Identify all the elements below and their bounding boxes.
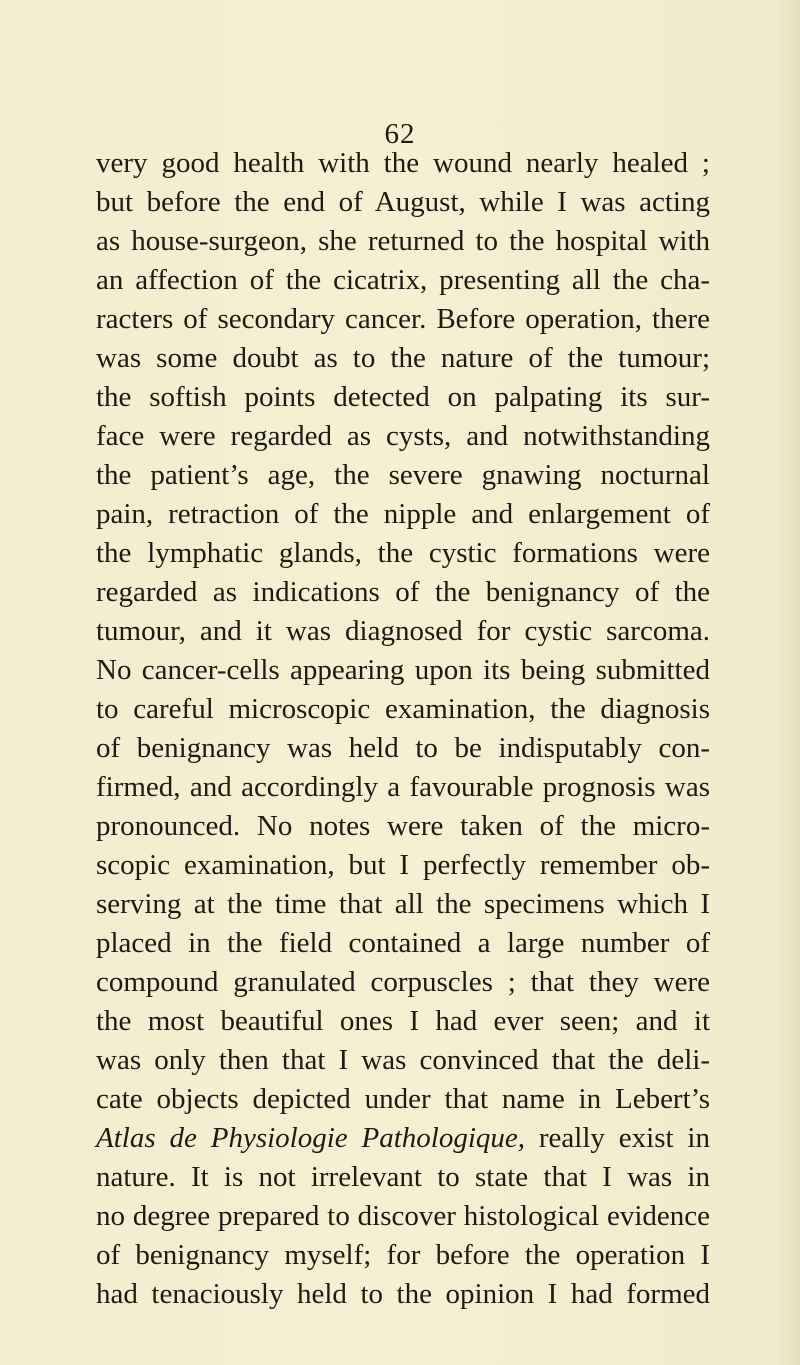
text-line: was only then that I was convinced that the deli-: [96, 1044, 710, 1076]
text-line: as house-surgeon, she returned to the hospital with: [96, 225, 710, 257]
text-line: pain, retraction of the nipple and enlargement of: [96, 498, 710, 530]
text-line: had tenaciously held to the opinion I had formed: [96, 1278, 710, 1310]
text-line: but before the end of August, while I was acting: [96, 186, 710, 218]
text-line: face were regarded as cysts, and notwithstanding: [96, 420, 710, 452]
italic-book-title: Atlas de Physiologie Pathologique,: [96, 1122, 526, 1154]
text-line: No cancer-cells appearing upon its being submitted: [96, 654, 710, 686]
text-line: to careful microscopic examination, the diagnosis: [96, 693, 710, 725]
text-line: serving at the time that all the specimens which I: [96, 888, 710, 920]
text-line: very good health with the wound nearly healed ;: [96, 147, 710, 179]
text-line: of benignancy myself; for before the operation I: [96, 1239, 710, 1271]
body-text: [96, 144, 710, 1314]
text-line: nature. It is not irrelevant to state that I was in: [96, 1161, 710, 1193]
text-line: scopic examination, but I perfectly remember ob-: [96, 849, 710, 881]
text-line: pronounced. No notes were taken of the micro-: [96, 810, 710, 842]
text-line: placed in the field contained a large number of: [96, 927, 710, 959]
text-line: racters of secondary cancer. Before operation, there: [96, 303, 710, 335]
text-line: firmed, and accordingly a favourable prognosis was: [96, 771, 710, 803]
page-number: 62: [384, 118, 416, 150]
text-line: the lymphatic glands, the cystic formations were: [96, 537, 710, 569]
text-line: the most beautiful ones I had ever seen; and it: [96, 1005, 710, 1037]
text-line: regarded as indications of the benignancy of the: [96, 576, 710, 608]
text-line: was some doubt as to the nature of the tumour;: [96, 342, 710, 374]
text-line: compound granulated corpuscles ; that they were: [96, 966, 710, 998]
text-line: of benignancy was held to be indisputably con-: [96, 732, 710, 764]
text-line-with-italic-title: [96, 1119, 710, 1158]
text-line: tumour, and it was diagnosed for cystic sarcoma.: [96, 615, 710, 647]
text-line-rest: really exist in: [525, 1122, 710, 1154]
text-line: no degree prepared to discover histological evidence: [96, 1200, 710, 1232]
text-line: the patient’s age, the severe gnawing nocturnal: [96, 459, 710, 491]
text-line: cate objects depicted under that name in Lebert’s: [96, 1083, 710, 1115]
text-line: an affection of the cicatrix, presenting all the cha-: [96, 264, 710, 296]
text-line: the softish points detected on palpating its sur-: [96, 381, 710, 413]
